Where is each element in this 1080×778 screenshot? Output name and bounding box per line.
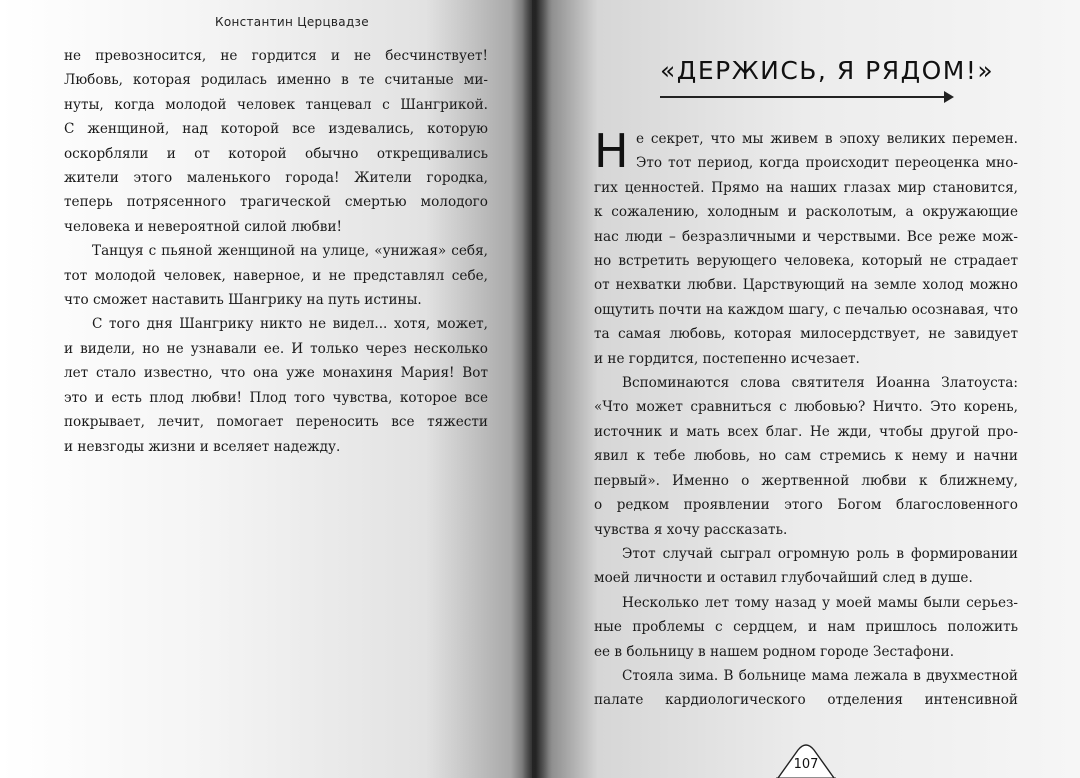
text-line: нуты, когда молодой человек танцевал с Шангрикой. xyxy=(64,96,488,113)
text-line: жители этого маленького города! Жители городка, xyxy=(64,170,488,187)
text-line: палате кардиологического отделения интенсивной xyxy=(594,692,1018,709)
text-line: нас люди – безразличными и черствыми. Все реже мож- xyxy=(594,228,1018,245)
text-line: что сможет наставить Шангрику на путь истины. xyxy=(64,292,422,309)
text-line: не превозносится, не гордится и не бесчинствует! xyxy=(64,48,488,64)
text-line: о редком проявлении этого Богом благословенного xyxy=(594,497,1018,514)
text-line: Любовь, которая родилась именно в те считаные ми- xyxy=(64,72,488,89)
text-line: С женщиной, над которой все издевались, которую xyxy=(64,121,488,138)
text-line: Стояла зима. В больнице мама лежала в двухместной xyxy=(622,667,1018,684)
text-line: чувства я хочу рассказать. xyxy=(594,521,788,538)
text-line: и видели, но не узнавали ее. И только через несколько xyxy=(64,340,488,357)
chapter-title: «ДЕРЖИСЬ, Я РЯДОМ!» xyxy=(660,56,995,85)
title-arrow-ornament xyxy=(944,91,954,103)
text-line: Танцуя с пьяной женщиной на улице, «унижая» себя, xyxy=(92,243,488,260)
text-line: от нехватки любви. Царствующий на земле холод можно xyxy=(594,277,1018,294)
text-line: С того дня Шангрику никто не видел... хотя, может, xyxy=(92,316,488,333)
text-line: явил к тебе любовь, но сам стремись к нему и начни xyxy=(594,448,1018,465)
left-page xyxy=(0,0,532,778)
text-line: Это тот период, когда происходит переоценка мно- xyxy=(636,155,1018,172)
text-line: ные проблемы с сердцем, и нам пришлось положить xyxy=(594,619,1018,636)
text-line: ее в больницу в нашем родном городе Зестафони. xyxy=(594,643,955,660)
book-gutter-shadow xyxy=(522,0,552,778)
text-line: первый». Именно о жертвенной любви к ближнему, xyxy=(594,472,1018,489)
drop-cap: Н xyxy=(594,124,629,178)
text-line: Несколько лет тому назад у моей мамы были серьез- xyxy=(622,594,1018,611)
text-line: Этот случай сыграл огромную роль в формировании xyxy=(622,545,1018,562)
text-line: покрывает, лечит, помогает переносить все тяжести xyxy=(64,414,488,431)
text-line: ощутить почти на каждом шагу, с печалью осознавая, что xyxy=(594,301,1018,318)
text-line: Вспоминаются слова святителя Иоанна Златоуста: xyxy=(622,375,1018,392)
text-line: и невзгоды жизни и вселяет надежду. xyxy=(64,438,341,455)
left-page-text xyxy=(64,44,488,459)
text-line: и не гордится, постепенно исчезает. xyxy=(594,350,860,367)
text-line: это и есть плод любви! Плод того чувства, которое все xyxy=(64,389,488,406)
text-line: но встретить верующего человека, который не страдает xyxy=(594,253,1018,270)
text-line: моей личности и оставил глубочайший след в душе. xyxy=(594,570,973,587)
text-line: тот молодой человек, наверное, и не представлял себе, xyxy=(64,267,488,284)
text-line: теперь потрясенного трагической смертью молодого xyxy=(64,194,488,211)
text-line: оскорбляли и от которой обычно открещивались xyxy=(64,145,488,162)
right-page-text xyxy=(594,124,1018,713)
text-line: к сожалению, холодным и расколотым, а окружающие xyxy=(594,204,1018,221)
text-line: е секрет, что мы живем в эпоху великих перемен. xyxy=(636,131,1018,147)
text-line: «Что может сравниться с любовью? Ничто. Это корень, xyxy=(594,399,1018,416)
text-line: человека и невероятной силой любви! xyxy=(64,218,342,235)
title-underline xyxy=(660,96,946,98)
text-line: гих ценностей. Прямо на наших глазах мир становится, xyxy=(594,179,1018,196)
page-number: 107 xyxy=(793,757,819,772)
page-number-badge xyxy=(776,740,836,778)
text-line: та самая любовь, которая милосердствует, не завидует xyxy=(594,326,1018,343)
text-line: источник и мать всех благ. Не жди, чтобы другой про- xyxy=(594,423,1018,440)
running-head-author: Константин Церцвадзе xyxy=(215,15,369,29)
text-line: лет стало известно, что она уже монахиня Мария! Вот xyxy=(64,365,488,382)
